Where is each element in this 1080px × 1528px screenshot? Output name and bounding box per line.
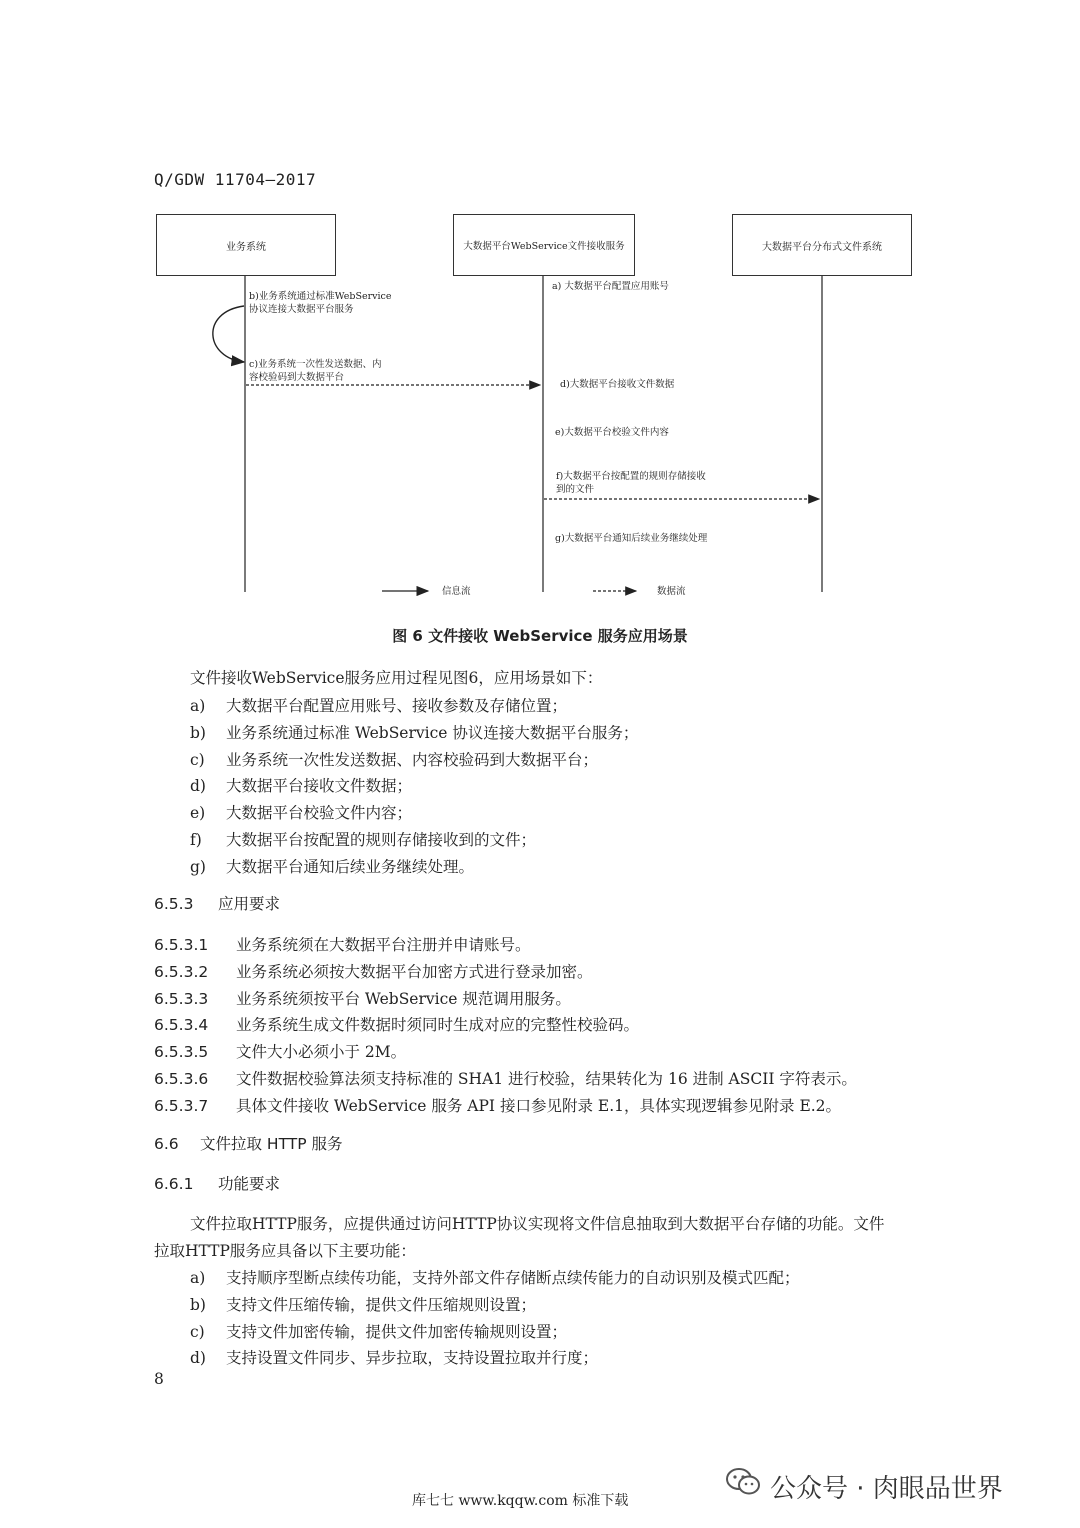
list-item: d) 大数据平台接收文件数据； bbox=[190, 777, 413, 796]
section-heading-653: 6.5.3 应用要求 bbox=[154, 895, 281, 913]
step-c-note: c)业务系统一次性发送数据、内 容校验码到大数据平台 bbox=[249, 359, 382, 383]
clause-item: 6.5.3.7 具体文件接收 WebService 服务 API 接口参见附录 E.1，具体实现逻辑参见附录 E.2。 bbox=[154, 1096, 842, 1115]
lane-webservice: 大数据平台WebService文件接收服务 bbox=[453, 214, 635, 276]
list-item: c) 支持文件加密传输，提供文件加密传输规则设置； bbox=[190, 1322, 568, 1341]
list-item: d) 支持设置文件同步、异步拉取，支持设置拉取并行度； bbox=[190, 1349, 599, 1368]
lane-distributed-fs: 大数据平台分布式文件系统 bbox=[732, 214, 912, 276]
step-e-note: e)大数据平台校验文件内容 bbox=[555, 427, 669, 438]
wechat-icon bbox=[725, 1466, 763, 1498]
function-list bbox=[190, 1265, 800, 1372]
list-item: e) 大数据平台校验文件内容； bbox=[190, 804, 413, 823]
clause-item: 6.5.3.2 业务系统必须按大数据平台加密方式进行登录加密。 bbox=[154, 962, 593, 981]
document-id: Q/GDW 11704—2017 bbox=[154, 170, 317, 189]
self-call-arrow bbox=[213, 306, 244, 362]
list-item: b) 业务系统通过标准 WebService 协议连接大数据平台服务； bbox=[190, 723, 639, 742]
clause-item: 6.5.3.6 文件数据校验算法须支持标准的 SHA1 进行校验，结果转化为 16 进制 ASCII 字符表示。 bbox=[154, 1069, 857, 1088]
diagram-lines bbox=[0, 0, 1080, 620]
paragraph-661-line2: 拉取HTTP服务应具备以下主要功能： bbox=[154, 1242, 416, 1260]
step-a-note: a) 大数据平台配置应用账号 bbox=[552, 281, 669, 292]
footer-source: 库七七 www.kqqw.com 标准下载 bbox=[412, 1493, 629, 1509]
watermark-account: 公众号 · 肉眼品世界 bbox=[770, 1474, 1003, 1504]
clause-item: 6.5.3.3 业务系统须按平台 WebService 规范调用服务。 bbox=[154, 989, 571, 1008]
step-f-note: f)大数据平台按配置的规则存储接收 到的文件 bbox=[556, 471, 706, 495]
legend-info-label: 信息流 bbox=[442, 586, 471, 597]
paragraph-661-line1: 文件拉取HTTP服务，应提供通过访问HTTP协议实现将文件信息抽取到大数据平台存储的功能。文件 bbox=[190, 1215, 885, 1233]
step-g-note: g)大数据平台通知后续业务继续处理 bbox=[555, 533, 708, 544]
step-b-note: b)业务系统通过标准WebService 协议连接大数据平台服务 bbox=[249, 291, 392, 315]
clause-item: 6.5.3.1 业务系统须在大数据平台注册并申请账号。 bbox=[154, 936, 531, 954]
list-item: a) 支持顺序型断点续传功能，支持外部文件存储断点续传能力的自动识别及模式匹配； bbox=[190, 1269, 800, 1287]
intro-paragraph: 文件接收WebService服务应用过程见图6，应用场景如下： bbox=[190, 669, 603, 687]
clause-item: 6.5.3.4 业务系统生成文件数据时须同时生成对应的完整性校验码。 bbox=[154, 1016, 640, 1035]
list-item: b) 支持文件压缩传输，提供文件压缩规则设置； bbox=[190, 1295, 537, 1314]
scenario-list bbox=[190, 693, 638, 881]
clause-item: 6.5.3.5 文件大小必须小于 2M。 bbox=[154, 1043, 407, 1062]
clause-list bbox=[154, 932, 857, 1120]
figure-caption: 图 6 文件接收 WebService 服务应用场景 bbox=[392, 627, 688, 645]
page-number: 8 bbox=[154, 1370, 164, 1388]
step-d-note: d)大数据平台接收文件数据 bbox=[560, 379, 675, 390]
legend-data-label: 数据流 bbox=[657, 586, 686, 597]
list-item: f) 大数据平台按配置的规则存储接收到的文件； bbox=[190, 830, 537, 849]
lane-business-system: 业务系统 bbox=[156, 214, 336, 276]
section-heading-66: 6.6 文件拉取 HTTP 服务 bbox=[154, 1135, 343, 1153]
list-item: g) 大数据平台通知后续业务继续处理。 bbox=[190, 857, 475, 876]
section-heading-661: 6.6.1 功能要求 bbox=[154, 1175, 281, 1193]
list-item: a) 大数据平台配置应用账号、接收参数及存储位置； bbox=[190, 697, 568, 715]
list-item: c) 业务系统一次性发送数据、内容校验码到大数据平台； bbox=[190, 750, 599, 769]
